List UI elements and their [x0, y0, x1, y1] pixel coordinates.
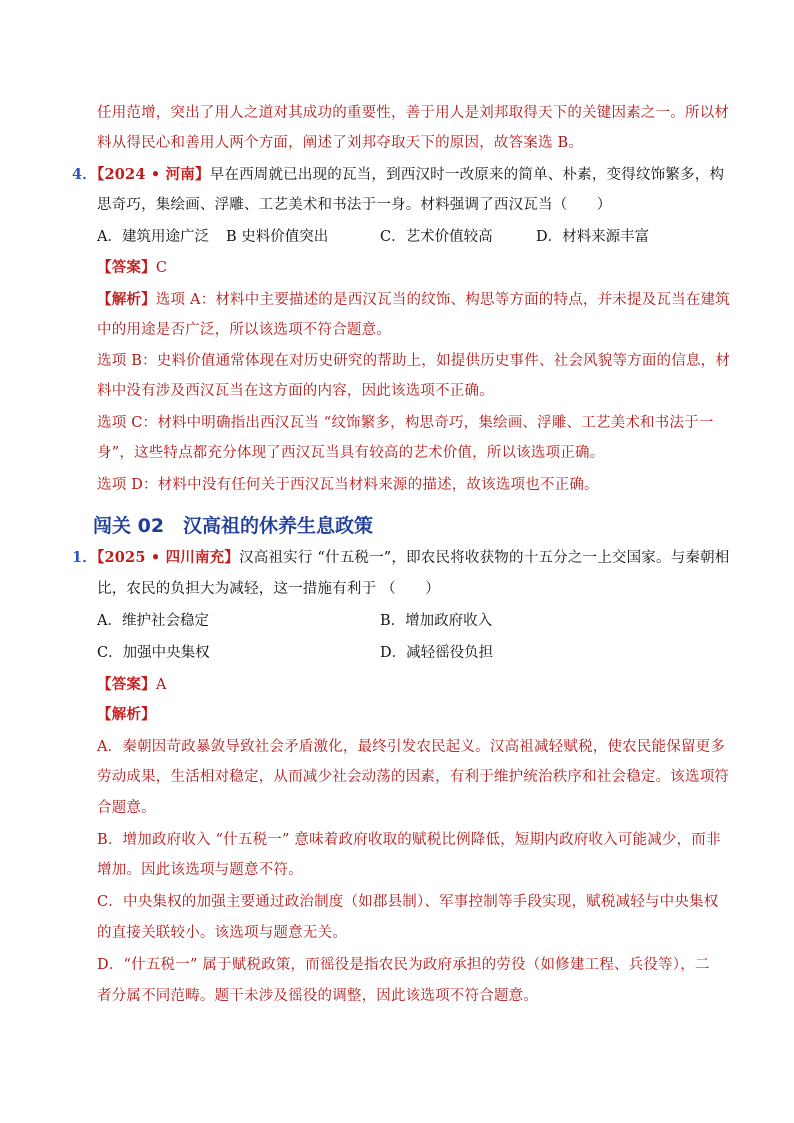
q1-answer [97, 676, 166, 694]
answer-tag: 【答案】 [97, 676, 156, 693]
question-number: 4． [72, 166, 97, 183]
q4-analysis-d-line-1: 选项 D：材料中没有任何关于西汉瓦当材料来源的描述，故该选项也不正确。 [97, 477, 599, 493]
q4-option-c: C．艺术价值较高 [380, 229, 493, 245]
q4-option-a: A．建筑用途广泛 [97, 229, 209, 245]
analysis-tag: 【解析】 [97, 706, 156, 723]
q1-analysis-a-line-1: A．秦朝因苛政暴敛导致社会矛盾激化，最终引发农民起义。汉高祖减轻赋税，使农民能保留更多 [97, 739, 726, 755]
q4-analysis-c-line-1: 选项 C：材料中明确指出西汉瓦当 “纹饰繁多，构思奇巧，集绘画、浮雕、工艺美术和书法于一 [97, 415, 714, 431]
question-stem: 早在西周就已出现的瓦当，到西汉时一改原来的简单、朴素，变得纹饰繁多，构 [209, 167, 725, 183]
q1-analysis-c-line-2: 的直接关联较小。该选项与题意无关。 [97, 925, 347, 941]
section-title: 闯关 02 汉高祖的休养生息政策 [93, 515, 374, 537]
q1-option-a: A．维护社会稳定 [97, 613, 209, 629]
q1-analysis-d-line-2: 者分属不同范畴。题干未涉及徭役的调整，因此该选项不符合题意。 [97, 988, 538, 1004]
answer-tag: 【答案】 [97, 259, 156, 276]
q4-analysis-a-line-1 [97, 291, 730, 309]
q1-analysis-a-line-2: 劳动成果，生活相对稳定，从而减少社会动荡的因素，有利于维护统治秩序和社会稳定。该选项符 [97, 769, 730, 785]
q1-analysis-b-line-1: B．增加政府收入 “什五税一” 意味着政府收取的赋税比例降低，短期内政府收入可能减少，而非 [97, 832, 721, 848]
q1-analysis-tag [97, 706, 156, 724]
q1-option-d: D．减轻徭役负担 [380, 645, 494, 661]
question-stem: 汉高祖实行 “什五税一”，即农民将收获物的十五分之一上交国家。与秦朝相 [239, 550, 730, 566]
q1-analysis-d-line-1: D．“什五税一” 属于赋税政策，而徭役是指农民为政府承担的劳役（如修建工程、兵役等），二 [97, 957, 710, 973]
q1-option-b: B．增加政府收入 [380, 613, 493, 629]
q1-analysis-c-line-1: C．中央集权的加强主要通过政治制度（如郡县制）、军事控制等手段实现，赋税减轻与中央集权 [97, 894, 719, 910]
q1-analysis-a-line-3: 合题意。 [97, 800, 156, 816]
analysis-text: 选项 A：材料中主要描述的是西汉瓦当的纹饰、构思等方面的特点，并未提及瓦当在建筑 [155, 292, 730, 308]
q4-option-d: D．材料来源丰富 [536, 229, 650, 245]
answer-value: A [155, 677, 167, 693]
answer-value: C [155, 260, 168, 276]
prev-analysis-line-1: 任用范增，突出了用人之道对其成功的重要性，善于用人是刘邦取得天下的关键因素之一。所以材 [97, 105, 730, 121]
question-source: 【2025 • 四川南充】 [97, 549, 240, 566]
question-1-line-1 [72, 549, 730, 567]
q4-answer [97, 259, 167, 277]
q4-analysis-a-line-2: 中的用途是否广泛，所以该选项不符合题意。 [97, 322, 391, 338]
q4-option-b: B 史料价值突出 [226, 229, 329, 245]
q1-option-c: C．加强中央集权 [97, 645, 210, 661]
analysis-tag: 【解析】 [97, 291, 156, 308]
question-4-line-1 [72, 166, 724, 184]
q1-analysis-b-line-2: 增加。因此该选项与题意不符。 [97, 862, 303, 878]
q4-analysis-c-line-2: 身”，这些特点都充分体现了西汉瓦当具有较高的艺术价值，所以该选项正确。 [97, 445, 605, 461]
question-number: 1． [72, 549, 97, 566]
q4-analysis-b-line-1: 选项 B：史料价值通常体现在对历史研究的帮助上，如提供历史事件、社会风貌等方面的信息，材 [97, 353, 731, 369]
q4-analysis-b-line-2: 料中没有涉及西汉瓦当在这方面的内容，因此该选项不正确。 [97, 383, 494, 399]
question-1-line-2: 比，农民的负担大为减轻，这一措施有利于 （ ） [97, 581, 440, 597]
question-4-line-2: 思奇巧，集绘画、浮雕、工艺美术和书法于一身。材料强调了西汉瓦当（ ） [97, 197, 612, 213]
prev-analysis-line-2: 料从得民心和善用人两个方面，阐述了刘邦夺取天下的原因，故答案选 B。 [97, 135, 584, 151]
question-source: 【2024 • 河南】 [97, 166, 210, 183]
